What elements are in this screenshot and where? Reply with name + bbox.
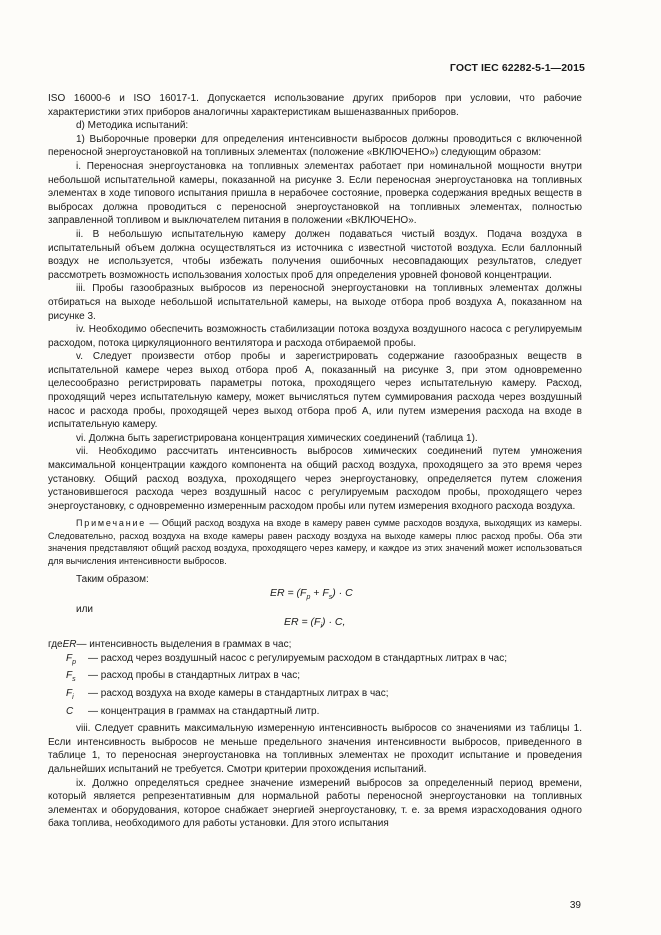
definition-fs xyxy=(48,669,582,687)
paragraph-item-vi: vi. Должна быть зарегистрирована концентрация химических соединений (таблица 1). xyxy=(76,432,478,444)
formula-2 xyxy=(284,616,345,634)
note xyxy=(48,517,582,567)
definition-text: — расход пробы в стандартных литрах в час; xyxy=(88,670,300,682)
definition-text: — расход воздуха на входе камеры в стандартных литрах в час; xyxy=(88,688,389,699)
formula-2-sub-i: i xyxy=(320,623,323,631)
definition-symbol: ER xyxy=(62,639,77,651)
definition-symbol: C xyxy=(66,705,74,717)
definition-lead: где xyxy=(48,639,63,651)
formula-2-row xyxy=(48,616,582,632)
formula-2-left: ER = (F xyxy=(284,616,321,629)
paragraph-item-ii: ii. В небольшую испытательную камеру должен подаваться чистый воздух. Подача воздуха в испытательный объем должна осуществляться из источника с известной чистотой воздуха. Если баллонный воздух не используется, чтобы избежать получения ошибочных несовпадающих результатов, следует рассмотреть возможность использования холостых проб для определения уровней фоновой концентрации. xyxy=(48,228,582,281)
or-line: или xyxy=(76,603,94,615)
formula-1 xyxy=(270,587,353,605)
paragraph-item-i: i. Переносная энергоустановка на топливных элементах работает при номинальной мощности внутри небольшой испытательной камеры, показанной на рисунке 3. Если переносная энергоустановка на топливных элементах в ходе типового испытания пришла в нерабочее состояние, проверка содержания вредных веществ в выбросах должна проводиться с переносной энергоустановкой на топливных элементах, полностью заправленной топливом и выключателем питания в положении «ВКЛЮЧЕНО». xyxy=(48,160,582,227)
paragraph-item-iii: iii. Пробы газообразных выбросов из переносной энергоустановки на топливных элементах должны отбираться на выходе небольшой испытательной камеры, на выходе отбора проб воздуха А, показанном на рисунке 3. xyxy=(48,283,582,322)
definitions-list xyxy=(48,638,582,722)
page-number: 39 xyxy=(569,900,581,911)
page-body xyxy=(48,92,582,831)
paragraph-item-v: v. Следует произвести отбор пробы и зарегистрировать содержание газообразных веществ в испытательной камере через выход отбора проб А, показанный на рисунке 3, при этом одновременно целесообразно регистрировать параметры потока, проходящего через испытательную камеру. Расход, проходящий через испытательную камеру, может вычисляться путем суммирования расхода через воздушный насос и расхода пробы, проходящей через выход отбора проб А, или путем измерения расхода на входе в испытательную камеру. xyxy=(48,351,582,431)
paragraph-intro: ISO 16000-6 и ISO 16017-1. Допускается использование других приборов при условии, что рабочие характеристики этих приборов аналогичны характеристикам вышеназванных приборов. xyxy=(48,93,582,118)
definition-text: — расход через воздушный насос с регулируемым расходом в стандартных литрах в час; xyxy=(88,652,508,664)
paragraph-item-vii: vii. Необходимо рассчитать интенсивность выбросов химических соединений путем умножения максимальной концентрации каждого компонента на общий расход воздуха, проходящего за это время через установку. Общий расход воздуха, проходящего через энергоустановку, определяется путем сложения установившегося расхода через воздушный насос с регулируемым расходом пробы, проходящего через энергоустановку, с одновременно измеренным расходом пробы или путем измерения входного расхода воздуха. xyxy=(48,446,582,512)
formula-2-right: ) · C, xyxy=(322,616,346,629)
paragraph-test-method-heading: d) Методика испытаний: xyxy=(76,120,189,132)
definition-symbol: $F_s$ xyxy=(66,670,76,684)
definition-fi xyxy=(48,687,582,705)
note-text: — Общий расход воздуха на входе в камеру равен сумме расходов воздуха, выходящих из камеры. Следовательно, расход воздуха на входе камеры равен расходу воздуха на выходе камеры плюс расход пробы. Оба эти значения представляют общий расход воздуха, проходящего через камеру, и каждое из этих значений может использоваться для вычисления интенсивности выбросов. xyxy=(48,518,582,566)
standard-header: ГОСТ IEC 62282-5-1—2015 xyxy=(449,62,585,74)
note-label: Примечание xyxy=(76,518,147,529)
definition-er xyxy=(48,638,582,652)
formula-1-sub-s: s xyxy=(328,593,333,601)
formula-1-mid: + F xyxy=(310,586,329,599)
paragraph-item-viii: viii. Следует сравнить максимальную измеренную интенсивность выбросов со значениями из таблицы 1. Если интенсивность выбросов не меньше предельного значения интенсивности выбросов, приведенного в таблице 1, то переносная энергоустановка на топливных элементах не проходит испытание и проведения дальнейших испытаний не требуется. Смотри критерии прохождения испытаний. xyxy=(48,723,582,775)
formula-1-row xyxy=(48,587,582,603)
definition-fp xyxy=(48,652,582,670)
formula-1-left: ER = (F xyxy=(270,586,307,599)
definition-c xyxy=(48,705,582,723)
paragraph-item-ix: ix. Должно определяться среднее значение измерений выбросов за определенный период времени, который является репрезентативным для нормальной работы переносной энергоустановки на топливных элементах и оборудования, которое снабжает энергией энергоустановку, т. е. за время израсходования одного бака топлива, необходимого для работы установки. Для этого испытания xyxy=(48,777,582,830)
paragraph-item-iv: iv. Необходимо обеспечить возможность стабилизации потока воздуха воздушного насоса с регулируемым расходом, потока циркуляционного вентилятора и расхода отбираемой пробы. xyxy=(48,324,582,349)
definition-symbol: $F_p$ xyxy=(66,652,77,666)
paragraph-step-1: 1) Выборочные проверки для определения интенсивности выбросов должны проводиться с включенной переносной энергоустановкой на топливных элементах (положение «ВКЛЮЧЕНО») следующим образом: xyxy=(48,133,582,159)
thus-line: Таким образом: xyxy=(76,574,149,586)
formula-1-sub-p: p xyxy=(306,593,311,601)
definition-text: — концентрация в граммах на стандартный литр. xyxy=(88,705,320,717)
definition-text: — интенсивность выделения в граммах в час; xyxy=(76,639,292,651)
formula-1-right: ) · C xyxy=(332,586,353,599)
definition-symbol: $F_i$ xyxy=(66,688,74,701)
